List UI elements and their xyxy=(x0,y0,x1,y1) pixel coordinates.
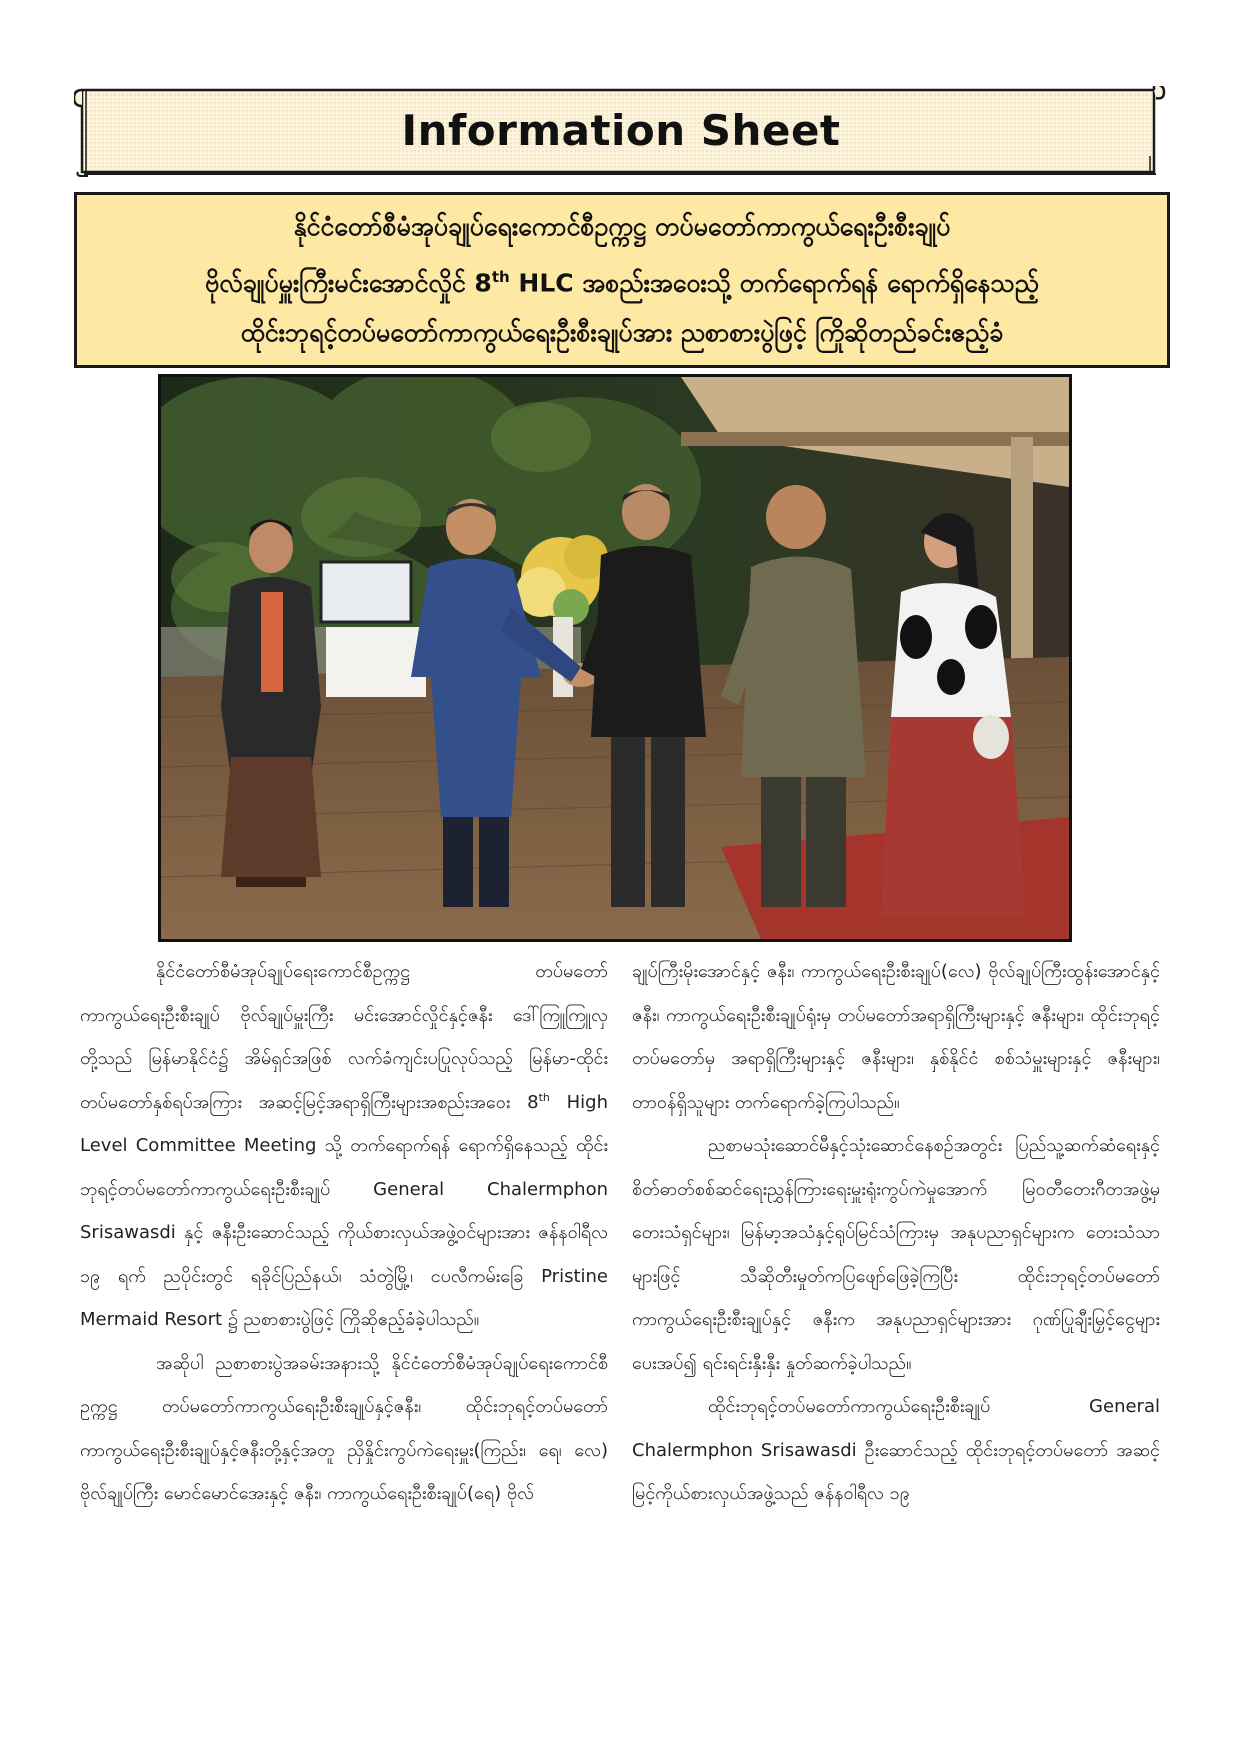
article-paragraph: ချုပ်ကြီးမိုးအောင်နှင့် ဇနီး၊ ကာကွယ်ရေးဦးစီးချုပ်(လေ) ဗိုလ်ချုပ်ကြီးထွန်းအောင်နှင့် ဇနီး၊ ကာကွယ်ရေးဦးစီးချုပ်ရုံးမှ တပ်မတော်အရာရှိကြီးများနှင့် ဇနီးများ၊ ထိုင်းဘုရင့်တပ်မတော်မှ အရာရှိကြီးများနှင့် ဇနီးများ၊ နှစ်နိုင်ငံ စစ်သံမှူးများနှင့် ဇနီးများ၊ တာဝန်ရှိသူများ တက်ရောက်ခဲ့ကြပါသည်။ xyxy=(632,961,1160,1113)
article-right-column xyxy=(632,950,1160,1516)
title-banner xyxy=(74,86,1168,178)
headline-line-3: ထိုင်းဘုရင့်တပ်မတော်ကာကွယ်ရေးဦးစီးချုပ်အား ညစာစားပွဲဖြင့် ကြိုဆိုတည်ခင်းဧည့်ခံ xyxy=(240,318,1004,348)
article-paragraph: အဆိုပါ ညစာစားပွဲအခမ်းအနားသို့ နိုင်ငံတော်စီမံအုပ်ချုပ်ရေးကောင်စီဥက္ကဋ္ဌ တပ်မတော်ကာကွယ်ရေးဦးစီးချုပ်နှင့်ဇနီး၊ ထိုင်းဘုရင့်တပ်မတော်ကာကွယ်ရေးဦးစီးချုပ်နှင့်ဇနီးတို့နှင့်အတူ ညှိနှိုင်းကွပ်ကဲရေးမှူး(ကြည်း၊ ရေ၊ လေ) ဗိုလ်ချုပ်ကြီး မောင်မောင်အေးနှင့် ဇနီး၊ ကာကွယ်ရေးဦးစီးချုပ်(ရေ) ဗိုလ် xyxy=(80,1352,608,1504)
superscript: th xyxy=(538,1090,550,1104)
headline-line-2 xyxy=(205,255,1039,305)
headline-line-2-start: ဗိုလ်ချုပ်မှူးကြီးမင်းအောင်လှိုင် 8 xyxy=(205,268,492,298)
article-paragraph: ထိုင်းဘုရင့်တပ်မတော်ကာကွယ်ရေးဦးစီးချုပ် General Chalermphon Srisawasdi ဦးဆောင်သည့် ထိုင်းဘုရင့်တပ်မတော် အဆင့်မြင့်ကိုယ်စားလှယ်အဖွဲ့သည် ဇန်နဝါရီလ ၁၉ xyxy=(632,1396,1160,1504)
article-paragraph xyxy=(80,950,608,1342)
page-title: Information Sheet xyxy=(401,106,841,155)
headline-superscript: th xyxy=(491,267,510,286)
paragraph-text-start: နိုင်ငံတော်စီမံအုပ်ချုပ်ရေးကောင်စီဥက္ကဋ္ဌ တပ်မတော်ကာကွယ်ရေးဦးစီးချုပ် ဗိုလ်ချုပ်မှူးကြီး မင်းအောင်လှိုင်နှင့်ဇနီး ဒေါ်ကြူကြူလှတို့သည် မြန်မာနိုင်ငံ၌ အိမ်ရှင်အဖြစ် လက်ခံကျင်းပပြုလုပ်သည့် မြန်မာ-ထိုင်း တပ်မတော်နှစ်ရပ်အကြား အဆင့်မြင့်အရာရှိကြီးများအစည်းအဝေး 8 xyxy=(80,961,608,1113)
article-left-column xyxy=(80,950,608,1516)
article-paragraph: ညစာမသုံးဆောင်မီနှင့်သုံးဆောင်နေစဉ်အတွင်း ပြည်သူ့ဆက်ဆံရေးနှင့် စိတ်ဓာတ်စစ်ဆင်ရေးညွှန်ကြားရေးမှူးရုံးကွပ်ကဲမှုအောက် မြဝတီတေးဂီတအဖွဲ့မှ တေးသံရှင်များ၊ မြန်မာ့အသံနှင့်ရုပ်မြင်သံကြားမှ အနုပညာရှင်များက တေးသံသာများဖြင့် သီဆိုတီးမှုတ်ကပြဖျော်ဖြေခဲ့ကြပြီး ထိုင်းဘုရင့်တပ်မတော်ကာကွယ်ရေးဦးစီးချုပ်နှင့် ဇနီးက အနုပညာရှင်များအား ဂုဏ်ပြုချီးမြှင့်ငွေများပေးအပ်၍ ရင်းရင်းနှီးနှီး နှုတ်ဆက်ခဲ့ပါသည်။ xyxy=(632,1135,1160,1374)
paragraph-text-end: High Level Committee Meeting သို့ တက်ရောက်ရန် ရောက်ရှိနေသည့် ထိုင်းဘုရင့်တပ်မတော်ကာကွယ်ရေးဦးစီးချုပ် General Chalermphon Srisawasdi နှင့် ဇနီးဦးဆောင်သည့် ကိုယ်စားလှယ်အဖွဲ့ဝင်များအား ဇန်နဝါရီလ ၁၉ ရက် ညပိုင်းတွင် ရခိုင်ပြည်နယ်၊ သံတွဲမြို့၊ ငပလီကမ်းခြေ Pristine Mermaid Resort ၌ ညစာစားပွဲဖြင့် ကြိုဆိုဧည့်ခံခဲ့ပါသည်။ xyxy=(80,1091,609,1330)
headline-line-2-end: HLC အစည်းအဝေးသို့ တက်ရောက်ရန် ရောက်ရှိနေသည့် xyxy=(509,268,1039,298)
event-photo xyxy=(158,374,1072,942)
photo-illustration xyxy=(161,377,1069,939)
headline-box xyxy=(74,192,1170,368)
headline-line-1: နိုင်ငံတော်စီမံအုပ်ချုပ်ရေးကောင်စီဥက္ကဋ္ဌ တပ်မတော်ကာကွယ်ရေးဦးစီးချုပ် xyxy=(293,211,951,241)
